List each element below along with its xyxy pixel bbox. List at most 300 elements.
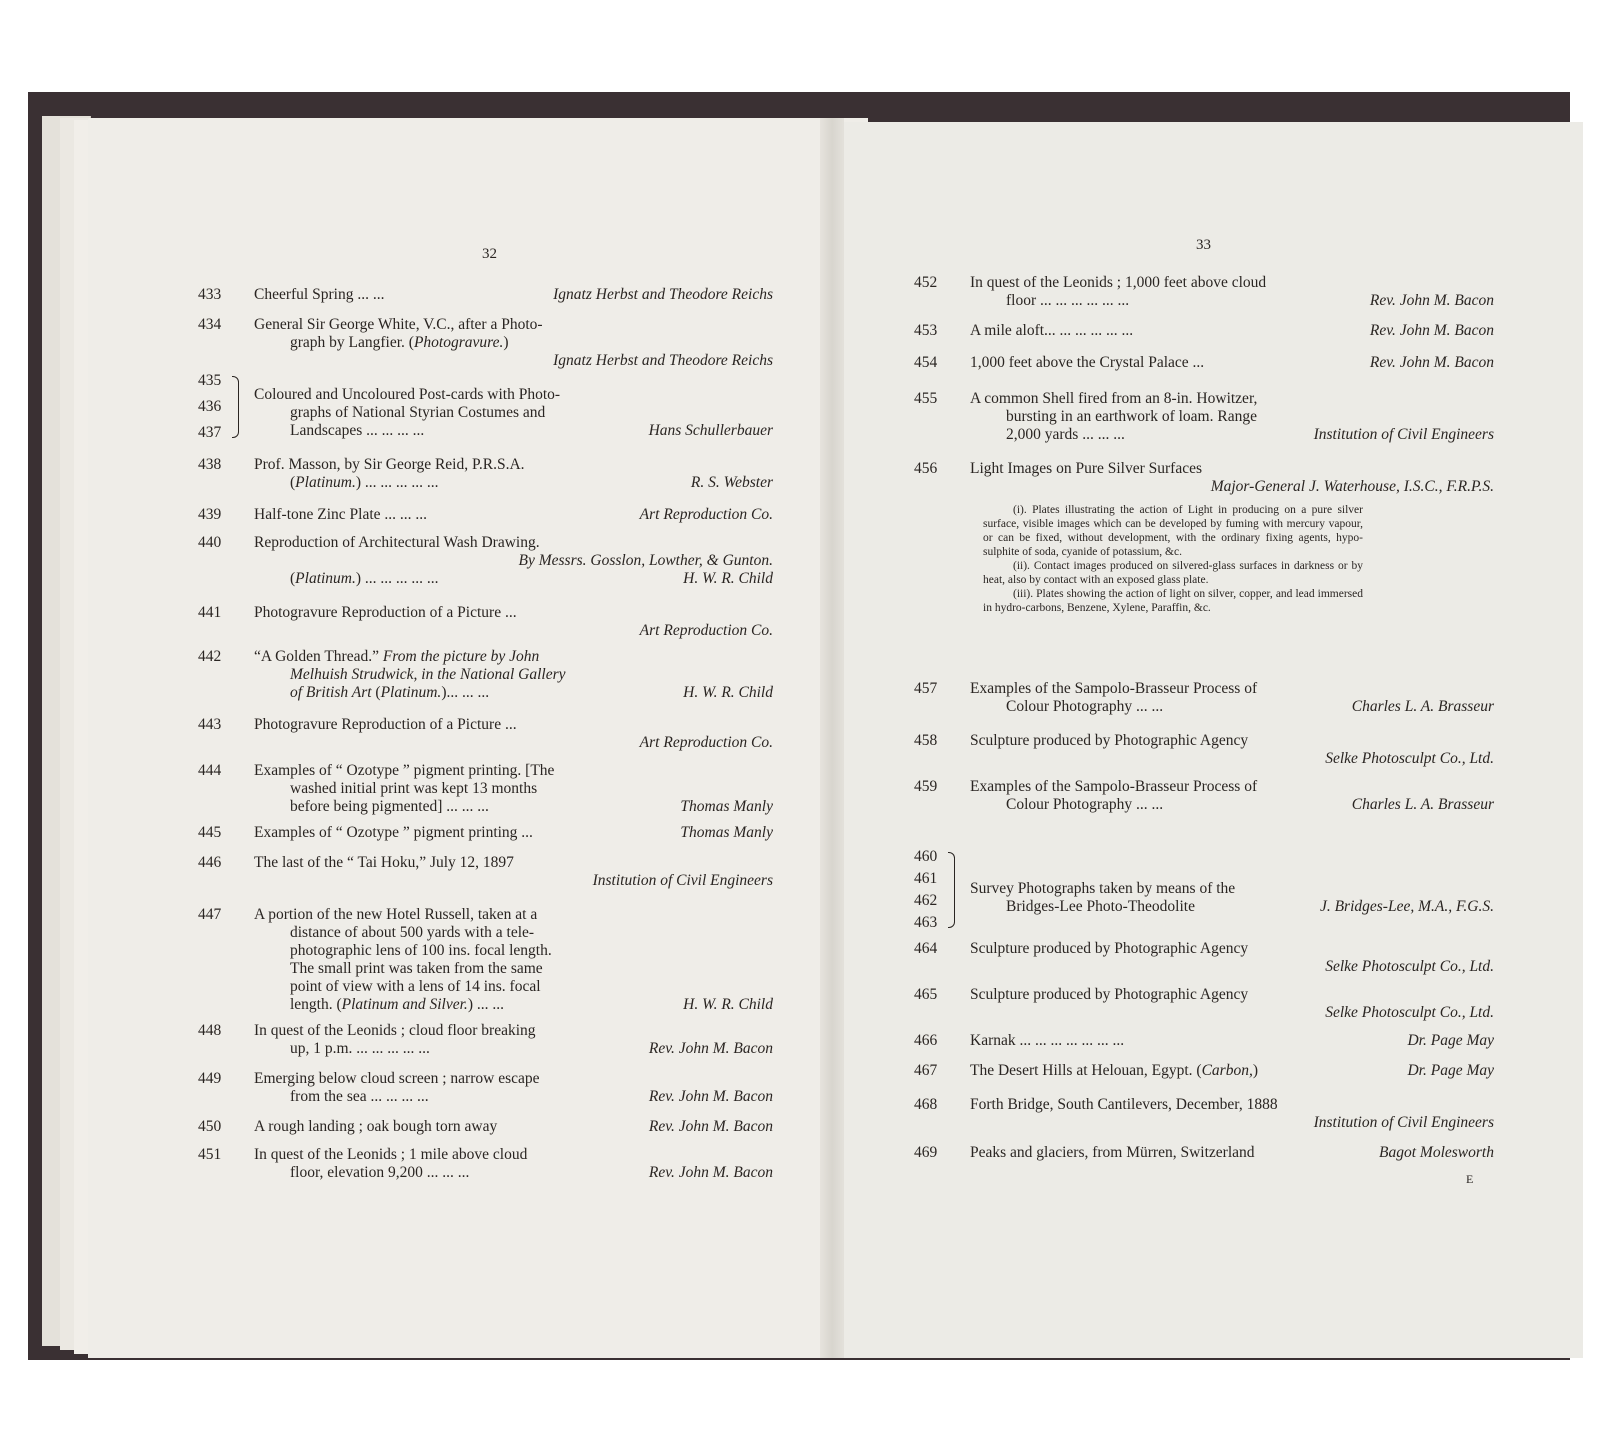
text-run: (: [290, 474, 296, 491]
text-run: Karnak ... ... ... ... ... ... ...: [970, 1032, 1125, 1049]
entry-text: [1006, 292, 1129, 310]
text-run: )... ... ...: [441, 684, 490, 701]
entry-line: [970, 940, 1494, 958]
bracket-mark: [232, 376, 239, 438]
entry-line: [254, 1118, 773, 1136]
entry-text: [970, 322, 1133, 340]
text-run: Examples of the Sampolo-Brasseur Process of: [970, 680, 1258, 697]
text-run: Sculpture produced by Photographic Agency: [970, 732, 1249, 749]
italic-run: of British Art: [290, 684, 372, 701]
text-run: washed initial print was kept 13 months: [290, 780, 538, 797]
entry-line: [970, 292, 1494, 310]
entry-text: [970, 732, 1248, 750]
entry-line: [970, 732, 1494, 750]
entry-text: [254, 386, 560, 404]
entry-body: [254, 716, 773, 752]
entry-line: [254, 316, 773, 334]
entry-body: [254, 456, 773, 492]
attribution: Institution of Civil Engineers: [1313, 1114, 1494, 1131]
entry-number: 464: [914, 940, 938, 957]
text-run: distance of about 500 yards with a tele-: [290, 924, 535, 941]
text-run: Photogravure Reproduction of a Picture ...: [254, 604, 517, 621]
entry-line: [254, 352, 773, 370]
entry-number: 441: [198, 604, 222, 621]
text-run: length. (: [290, 996, 342, 1013]
entry-line: [254, 456, 773, 474]
entry-number: 446: [198, 854, 222, 871]
entry-text: [970, 1096, 1278, 1114]
entry-line: [254, 1146, 773, 1164]
attribution: Bagot Molesworth: [1379, 1144, 1494, 1161]
spacer: [1125, 426, 1314, 444]
text-run: A rough landing ; oak bough torn away: [254, 1118, 498, 1135]
text-run: The Desert Hills at Helouan, Egypt. (: [970, 1062, 1202, 1079]
entry-line: [254, 666, 773, 684]
entry-text: [970, 1144, 1255, 1162]
text-run: A portion of the new Hotel Russell, taken at a: [254, 906, 538, 923]
spacer: [439, 474, 691, 492]
entry-body: [970, 322, 1494, 340]
attribution: Thomas Manly: [680, 798, 773, 815]
spacer: [1195, 898, 1320, 916]
entry-text: [1006, 408, 1257, 426]
text-run: from the sea ... ... ... ...: [290, 1088, 429, 1105]
entry-line: [254, 404, 773, 422]
entry-body: [970, 460, 1494, 496]
entry-number: 453: [914, 322, 938, 339]
text-run: Reproduction of Architectural Wash Drawing.: [254, 534, 540, 551]
entry-line: [970, 750, 1494, 768]
attribution: Art Reproduction Co.: [639, 622, 773, 639]
text-run: before being pigmented] ... ... ...: [290, 798, 489, 815]
entry-line: [970, 426, 1494, 444]
attribution: Major-General J. Waterhouse, I.S.C., F.R.P.S.: [1210, 478, 1494, 495]
text-run: graphs of National Styrian Costumes and: [290, 404, 546, 421]
entry-text: [290, 1164, 469, 1182]
attribution: Selke Photosculpt Co., Ltd.: [1325, 1004, 1494, 1021]
text-run: The small print was taken from the same: [290, 960, 543, 977]
entry-body: [970, 778, 1494, 814]
italic-run: Platinum.: [295, 474, 356, 491]
entry-number: 440: [198, 534, 222, 551]
entry-number: 458: [914, 732, 938, 749]
text-run: Prof. Masson, by Sir George Reid, P.R.S.A.: [254, 456, 525, 473]
entry-text: [290, 1040, 430, 1058]
page-number-right: 33: [1196, 237, 1211, 253]
entry-body: [970, 680, 1494, 716]
signature-mark: E: [1466, 1172, 1474, 1186]
text-run: ) ... ... ... ... ...: [355, 570, 439, 587]
entry-body: [970, 940, 1494, 976]
entry-body: [254, 762, 773, 816]
entry-line: [254, 684, 773, 702]
text-run: bursting in an earthwork of loam. Range: [1006, 408, 1257, 425]
entry-line: [970, 1004, 1494, 1022]
text-run: photographic lens of 100 ins. focal length.: [290, 942, 552, 959]
spacer: [497, 1118, 649, 1136]
text-run: (: [290, 570, 296, 587]
entry-body: [254, 534, 773, 588]
text-run: Half-tone Zinc Plate ... ... ...: [254, 506, 428, 523]
entry-line: [254, 604, 773, 622]
entry-line: [254, 762, 773, 780]
entry-text: [1006, 796, 1163, 814]
entry-text: [254, 534, 540, 552]
entry-line: [970, 390, 1494, 408]
entry-text: [254, 604, 517, 622]
entry-line: [254, 854, 773, 872]
entry-line: [970, 796, 1494, 814]
entry-number: 438: [198, 456, 222, 473]
spacer: [429, 1088, 649, 1106]
entry-line: [970, 698, 1494, 716]
entry-text: [290, 666, 566, 684]
entry-number: 451: [198, 1146, 222, 1163]
text-run: Colour Photography ... ...: [1006, 698, 1164, 715]
entry-number: 468: [914, 1096, 938, 1113]
entry-text: [254, 1118, 497, 1136]
entry-line: [970, 986, 1494, 1004]
entry-text: [970, 986, 1248, 1004]
entry-body: [254, 316, 773, 370]
text-run: In quest of the Leonids ; cloud floor breaking: [254, 1022, 536, 1039]
entry-body: [254, 1118, 773, 1136]
text-run: Examples of “ Ozotype ” pigment printing. [The: [254, 762, 555, 779]
text-run: Emerging below cloud screen ; narrow escape: [254, 1070, 540, 1087]
entry-text: [254, 906, 537, 924]
entry-line: [254, 1164, 773, 1182]
spacer: [1163, 796, 1352, 814]
attribution: Institution of Civil Engineers: [592, 872, 773, 889]
text-run: In quest of the Leonids ; 1,000 feet above cloud: [970, 274, 1267, 291]
entry-line: [254, 286, 773, 304]
text-run: General Sir George White, V.C., after a Photo-: [254, 316, 543, 333]
text-run: Coloured and Uncoloured Post-cards with Photo-: [254, 386, 561, 403]
entry-number: 469: [914, 1144, 938, 1161]
entry-text: [254, 1022, 536, 1040]
entry-number: 434: [198, 316, 222, 333]
bracket-mark: [948, 852, 955, 928]
entry-text: [970, 880, 1235, 898]
text-run: ): [1252, 1062, 1258, 1079]
entry-number: 452: [914, 274, 938, 291]
entry-number: 450: [198, 1118, 222, 1135]
attribution: Selke Photosculpt Co., Ltd.: [1325, 750, 1494, 767]
entry-line: [254, 474, 773, 492]
text-run: 1,000 feet above the Crystal Palace ...: [970, 354, 1205, 371]
entry-body: [970, 354, 1494, 372]
attribution: By Messrs. Gosslon, Lowther, & Gunton.: [518, 552, 773, 569]
text-run: Light Images on Pure Silver Surfaces: [970, 460, 1203, 477]
text-run: graph by Langfier. (: [290, 334, 414, 351]
spacer: [384, 286, 553, 304]
entry-number: 433: [198, 286, 222, 303]
spacer: [469, 1164, 649, 1182]
entry-line: [254, 716, 773, 734]
entry-number: 442: [198, 648, 222, 665]
spacer: [439, 570, 684, 588]
entry-line: [970, 778, 1494, 796]
attribution: Rev. John M. Bacon: [1369, 292, 1494, 309]
entry-text: [254, 316, 543, 334]
entry-line: [970, 680, 1494, 698]
note-paragraph: (i). Plates illustrating the action of Light in producing on a pure silver surface, visible images which can be developed by fuming with mercury vapour, or can be fixed, without development, with the ordinary fixing agents, hypo-sulphite of soda, cyanide of potassium, &c.: [983, 504, 1363, 558]
text-run: (: [371, 684, 381, 701]
italic-run: Photogravure.: [413, 334, 504, 351]
entry-line: [254, 552, 773, 570]
attribution: J. Bridges-Lee, M.A., F.G.S.: [1319, 898, 1494, 915]
text-run: floor ... ... ... ... ... ...: [1006, 292, 1130, 309]
entry-number: 455: [914, 390, 938, 407]
text-run: A mile aloft... ... ... ... ... ...: [970, 322, 1134, 339]
entry-line: [970, 958, 1494, 976]
text-run: Examples of “ Ozotype ” pigment printing ...: [254, 824, 533, 841]
entry-line: [254, 1022, 773, 1040]
entry-line: [254, 780, 773, 798]
spacer: [427, 506, 640, 524]
entry-line: [254, 534, 773, 552]
entry-text: [290, 570, 439, 588]
entry-number: 445: [198, 824, 222, 841]
entry-body: [254, 506, 773, 524]
entry-body: [970, 1032, 1494, 1050]
attribution: Dr. Page May: [1407, 1062, 1494, 1079]
spacer: [430, 1040, 649, 1058]
italic-run: Melhuish Strudwick, in the National Gallery: [290, 666, 566, 683]
entry-number: 459: [914, 778, 938, 795]
entry-text: [1006, 898, 1195, 916]
text-run: ) ... ... ... ... ...: [355, 474, 439, 491]
entry-body: [970, 732, 1494, 768]
text-run: ) ... ...: [467, 996, 504, 1013]
text-run: A common Shell fired from an 8-in. Howitzer,: [970, 390, 1258, 407]
spacer: [1204, 354, 1370, 372]
entry-text: [254, 824, 533, 842]
entry-number: 448: [198, 1022, 222, 1039]
spacer: [1258, 1062, 1407, 1080]
attribution: H. W. R. Child: [683, 570, 773, 587]
entry-line: [254, 1088, 773, 1106]
entry-text: [970, 1062, 1258, 1080]
spacer: [504, 996, 683, 1014]
entry-text: [290, 978, 541, 996]
attribution: Ignatz Herbst and Theodore Reichs: [553, 352, 773, 369]
attribution: Ignatz Herbst and Theodore Reichs: [553, 286, 773, 303]
entry-line: [970, 460, 1494, 478]
note-456: [983, 503, 1363, 615]
text-run: Sculpture produced by Photographic Agency: [970, 940, 1249, 957]
text-run: ): [503, 334, 509, 351]
text-run: In quest of the Leonids ; 1 mile above cloud: [254, 1146, 528, 1163]
entry-text: [290, 960, 543, 978]
entry-line: [970, 408, 1494, 426]
entry-line: [254, 648, 773, 666]
spacer: [533, 824, 680, 842]
entry-text: [970, 778, 1257, 796]
entry-body: [970, 986, 1494, 1022]
entry-line: [254, 506, 773, 524]
entry-body: [970, 274, 1494, 310]
entry-text: [290, 924, 534, 942]
entry-line: [254, 942, 773, 960]
entry-text: [970, 1032, 1124, 1050]
entry-body: [254, 1022, 773, 1058]
spacer: [489, 684, 683, 702]
entry-number: 444: [198, 762, 222, 779]
text-run: up, 1 p.m. ... ... ... ... ...: [290, 1040, 430, 1057]
entry-body: [254, 1146, 773, 1182]
attribution: H. W. R. Child: [683, 996, 773, 1013]
entry-body: [970, 1096, 1494, 1132]
spacer: [424, 422, 648, 440]
entry-text: [254, 716, 517, 734]
attribution: Rev. John M. Bacon: [1369, 322, 1494, 339]
entry-number: 436: [198, 398, 222, 415]
entry-number: 462: [914, 892, 938, 909]
entry-body: [254, 604, 773, 640]
entry-text: [290, 798, 489, 816]
entry-text: [254, 854, 514, 872]
text-run: Cheerful Spring ... ...: [254, 286, 385, 303]
attribution: Rev. John M. Bacon: [648, 1164, 773, 1181]
text-run: Forth Bridge, South Cantilevers, December, 1888: [970, 1096, 1278, 1113]
entry-body: [970, 1144, 1494, 1162]
attribution: Hans Schullerbauer: [648, 422, 773, 439]
attribution: Institution of Civil Engineers: [1313, 426, 1494, 443]
attribution: Selke Photosculpt Co., Ltd.: [1325, 958, 1494, 975]
italic-run: Platinum.: [380, 684, 442, 701]
spacer: [1133, 322, 1370, 340]
attribution: Art Reproduction Co.: [639, 506, 773, 523]
text-run: Survey Photographs taken by means of the: [970, 880, 1236, 897]
text-run: Photogravure Reproduction of a Picture ...: [254, 716, 517, 733]
text-run: “A Golden Thread.”: [254, 648, 383, 665]
entry-body: [254, 906, 773, 1014]
attribution: Rev. John M. Bacon: [648, 1040, 773, 1057]
entry-line: [970, 880, 1494, 898]
entry-body: [254, 286, 773, 304]
entry-line: [254, 824, 773, 842]
entry-body: [254, 648, 773, 702]
entry-text: [254, 762, 554, 780]
entry-body: [970, 1062, 1494, 1080]
italic-run: Carbon,: [1201, 1062, 1253, 1079]
text-run: Peaks and glaciers, from Mürren, Switzerland: [970, 1144, 1255, 1161]
entry-text: [290, 474, 439, 492]
note-paragraph: (ii). Contact images produced on silvered-glass surfaces in darkness or by heat, also by contact with an exposed glass plate.: [983, 560, 1363, 586]
entry-line: [970, 1144, 1494, 1162]
entry-number: 461: [914, 870, 938, 887]
entry-number: 460: [914, 848, 938, 865]
entry-text: [290, 942, 552, 960]
entry-text: [290, 780, 537, 798]
entry-text: [970, 390, 1257, 408]
spacer: [1163, 698, 1352, 716]
attribution: R. S. Webster: [690, 474, 773, 491]
text-run: The last of the “ Tai Hoku,” July 12, 1897: [254, 854, 514, 871]
entry-text: [254, 1146, 527, 1164]
entry-text: [254, 506, 427, 524]
entry-number: 449: [198, 1070, 222, 1087]
entry-line: [970, 1062, 1494, 1080]
entry-number: 454: [914, 354, 938, 371]
entry-line: [254, 924, 773, 942]
entry-line: [254, 978, 773, 996]
entry-text: [1006, 426, 1125, 444]
gutter: [820, 118, 844, 1358]
attribution: Charles L. A. Brasseur: [1351, 796, 1494, 813]
entry-text: [254, 648, 539, 666]
entry-text: [254, 1070, 540, 1088]
note-paragraph: (iii). Plates showing the action of light on silver, copper, and lead immersed in hydro-carbons, Benzene, Xylene, Paraffin, &c.: [983, 588, 1363, 614]
entry-line: [254, 996, 773, 1014]
entry-line: [970, 1032, 1494, 1050]
entry-text: [290, 404, 545, 422]
entry-line: [254, 386, 773, 404]
entry-line: [970, 898, 1494, 916]
entry-text: [290, 1088, 429, 1106]
entry-line: [254, 906, 773, 924]
entry-number: 437: [198, 424, 222, 441]
italic-run: Platinum.: [295, 570, 356, 587]
entry-number: 465: [914, 986, 938, 1003]
entry-line: [254, 1040, 773, 1058]
entry-text: [290, 996, 504, 1014]
italic-run: Platinum and Silver.: [341, 996, 468, 1013]
entry-body: [254, 824, 773, 842]
entry-line: [254, 872, 773, 890]
entry-number: 467: [914, 1062, 938, 1079]
entry-line: [970, 354, 1494, 372]
spacer: [489, 798, 681, 816]
spacer: [1255, 1144, 1380, 1162]
entry-line: [970, 322, 1494, 340]
text-run: Colour Photography ... ...: [1006, 796, 1164, 813]
entry-line: [254, 622, 773, 640]
entry-line: [254, 734, 773, 752]
attribution: Art Reproduction Co.: [639, 734, 773, 751]
entry-text: [970, 460, 1202, 478]
entry-line: [254, 422, 773, 440]
italic-run: From the picture by John: [382, 648, 540, 665]
entry-text: [970, 680, 1257, 698]
entry-body: [254, 1070, 773, 1106]
entry-body: [254, 386, 773, 440]
text-run: Examples of the Sampolo-Brasseur Process of: [970, 778, 1258, 795]
entry-number: 447: [198, 906, 222, 923]
attribution: H. W. R. Child: [683, 684, 773, 701]
entry-line: [254, 798, 773, 816]
entry-line: [254, 570, 773, 588]
entry-text: [254, 456, 525, 474]
text-run: Bridges-Lee Photo-Theodolite: [1006, 898, 1195, 915]
entry-number: 463: [914, 914, 938, 931]
entry-number: 457: [914, 680, 938, 697]
entry-number: 466: [914, 1032, 938, 1049]
entry-text: [970, 354, 1204, 372]
entry-line: [970, 1114, 1494, 1132]
entry-body: [970, 390, 1494, 444]
entry-text: [254, 286, 384, 304]
entry-number: 439: [198, 506, 222, 523]
entry-text: [1006, 698, 1163, 716]
attribution: Rev. John M. Bacon: [648, 1088, 773, 1105]
attribution: Dr. Page May: [1407, 1032, 1494, 1049]
entry-text: [290, 422, 424, 440]
spacer: [1129, 292, 1370, 310]
text-run: Sculpture produced by Photographic Agency: [970, 986, 1249, 1003]
attribution: Rev. John M. Bacon: [1369, 354, 1494, 371]
